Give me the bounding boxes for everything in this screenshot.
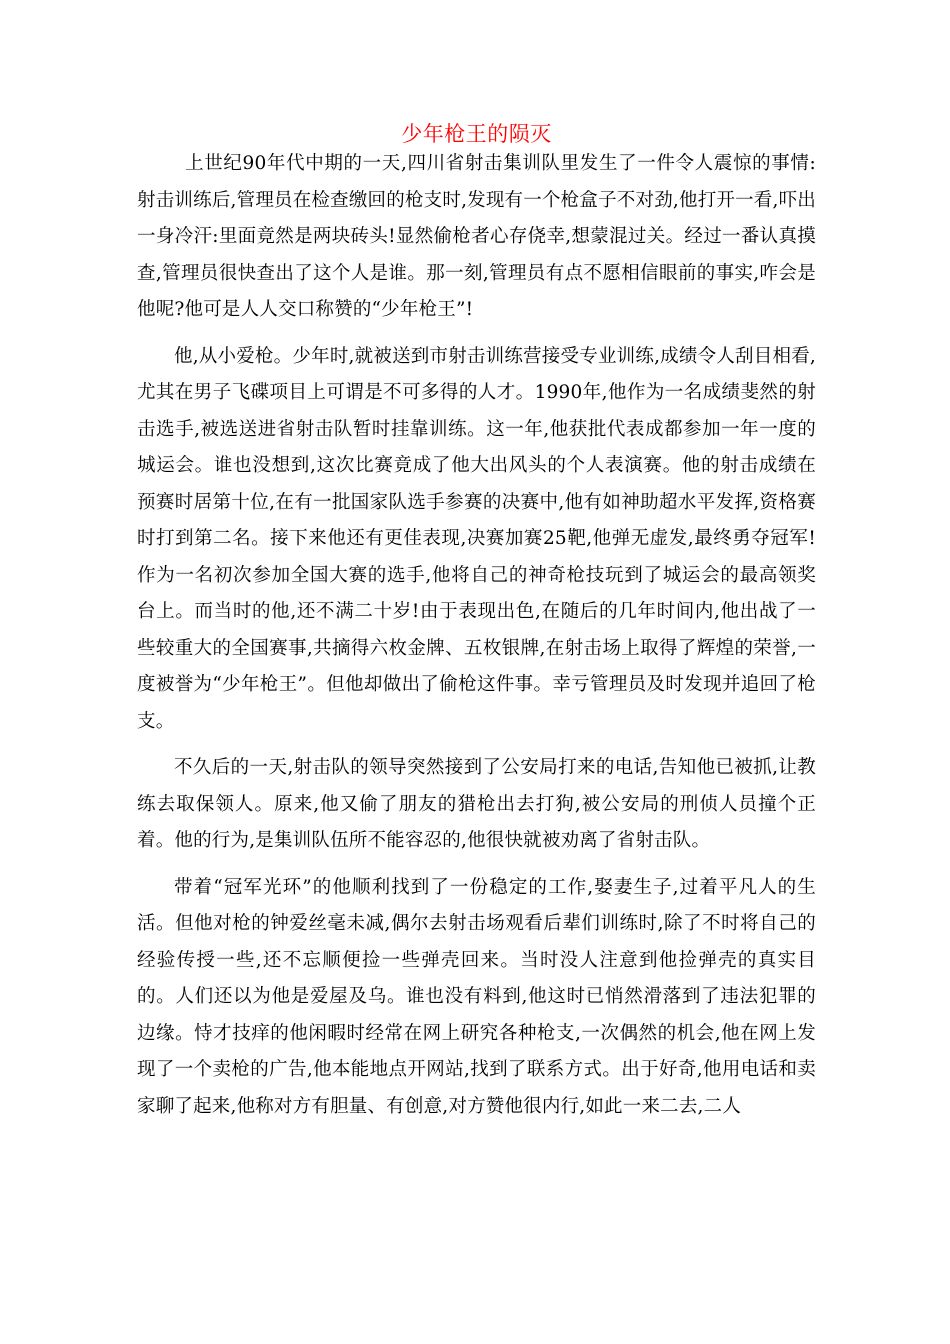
document-page — [137, 118, 816, 1125]
paragraph-3: 不久后的一天,射击队的领导突然接到了公安局打来的电话,告知他已被抓,让教练去取保领人。原来,他又偷了朋友的猎枪出去打狗,被公安局的刑侦人员撞个正着。他的行为,是集训队伍所不能容忍的,他很快就被劝离了省射击队。 — [137, 757, 816, 851]
document-title: 少年枪王的陨灭 — [401, 122, 552, 146]
paragraph-2: 他,从小爱枪。少年时,就被送到市射击训练营接受专业训练,成绩令人刮目相看,尤其在男子飞碟项目上可谓是不可多得的人才。1990年,他作为一名成绩斐然的射击选手,被选送进省射击队暂时挂靠训练。这一年,他获批代表成都参加一年一度的城运会。谁也没想到,这次比赛竟成了他大出风头的个人表演赛。他的射击成绩在预赛时居第十位,在有一批国家队选手参赛的决赛中,他有如神助超水平发挥,资格赛时打到第二名。接下来他还有更佳表现,决赛加赛25靶,他弹无虚发,最终勇夺冠军!作为一名初次参加全国大赛的选手,他将自己的神奇枪技玩到了城运会的最高领奖台上。而当时的他,还不满二十岁!由于表现出色,在随后的几年时间内,他出战了一些较重大的全国赛事,共摘得六枚金牌、五枚银牌,在射击场上取得了辉煌的荣誉,一度被誉为“少年枪王”。但他却做出了偷枪这件事。幸亏管理员及时发现并追回了枪支。 — [137, 345, 816, 732]
paragraph-4: 带着“冠军光环”的他顺利找到了一份稳定的工作,娶妻生子,过着平凡人的生活。但他对枪的钟爱丝毫未减,偶尔去射击场观看后辈们训练时,除了不时将自己的经验传授一些,还不忘顺便捡一些弹壳回来。当时没人注意到他捡弹壳的真实目的。人们还以为他是爱屋及乌。谁也没有料到,他这时已悄然滑落到了违法犯罪的边缘。恃才技痒的他闲暇时经常在网上研究各种枪支,一次偶然的机会,他在网上发现了一个卖枪的广告,他本能地点开网站,找到了联系方式。出于好奇,他用电话和卖家聊了起来,他称对方有胆量、有创意,对方赞他很内行,如此一来二去,二人 — [137, 876, 816, 1117]
paragraph-1: 上世纪90年代中期的一天,四川省射击集训队里发生了一件令人震惊的事情:射击训练后,管理员在检查缴回的枪支时,发现有一个枪盒子不对劲,他打开一看,吓出一身冷汗:里面竟然是两块砖头!显然偷枪者心存侥幸,想蒙混过关。经过一番认真摸查,管理员很快查出了这个人是谁。那一刻,管理员有点不愿相信眼前的事实,咋会是他呢?他可是人人交口称赞的“少年枪王”! — [137, 153, 816, 320]
